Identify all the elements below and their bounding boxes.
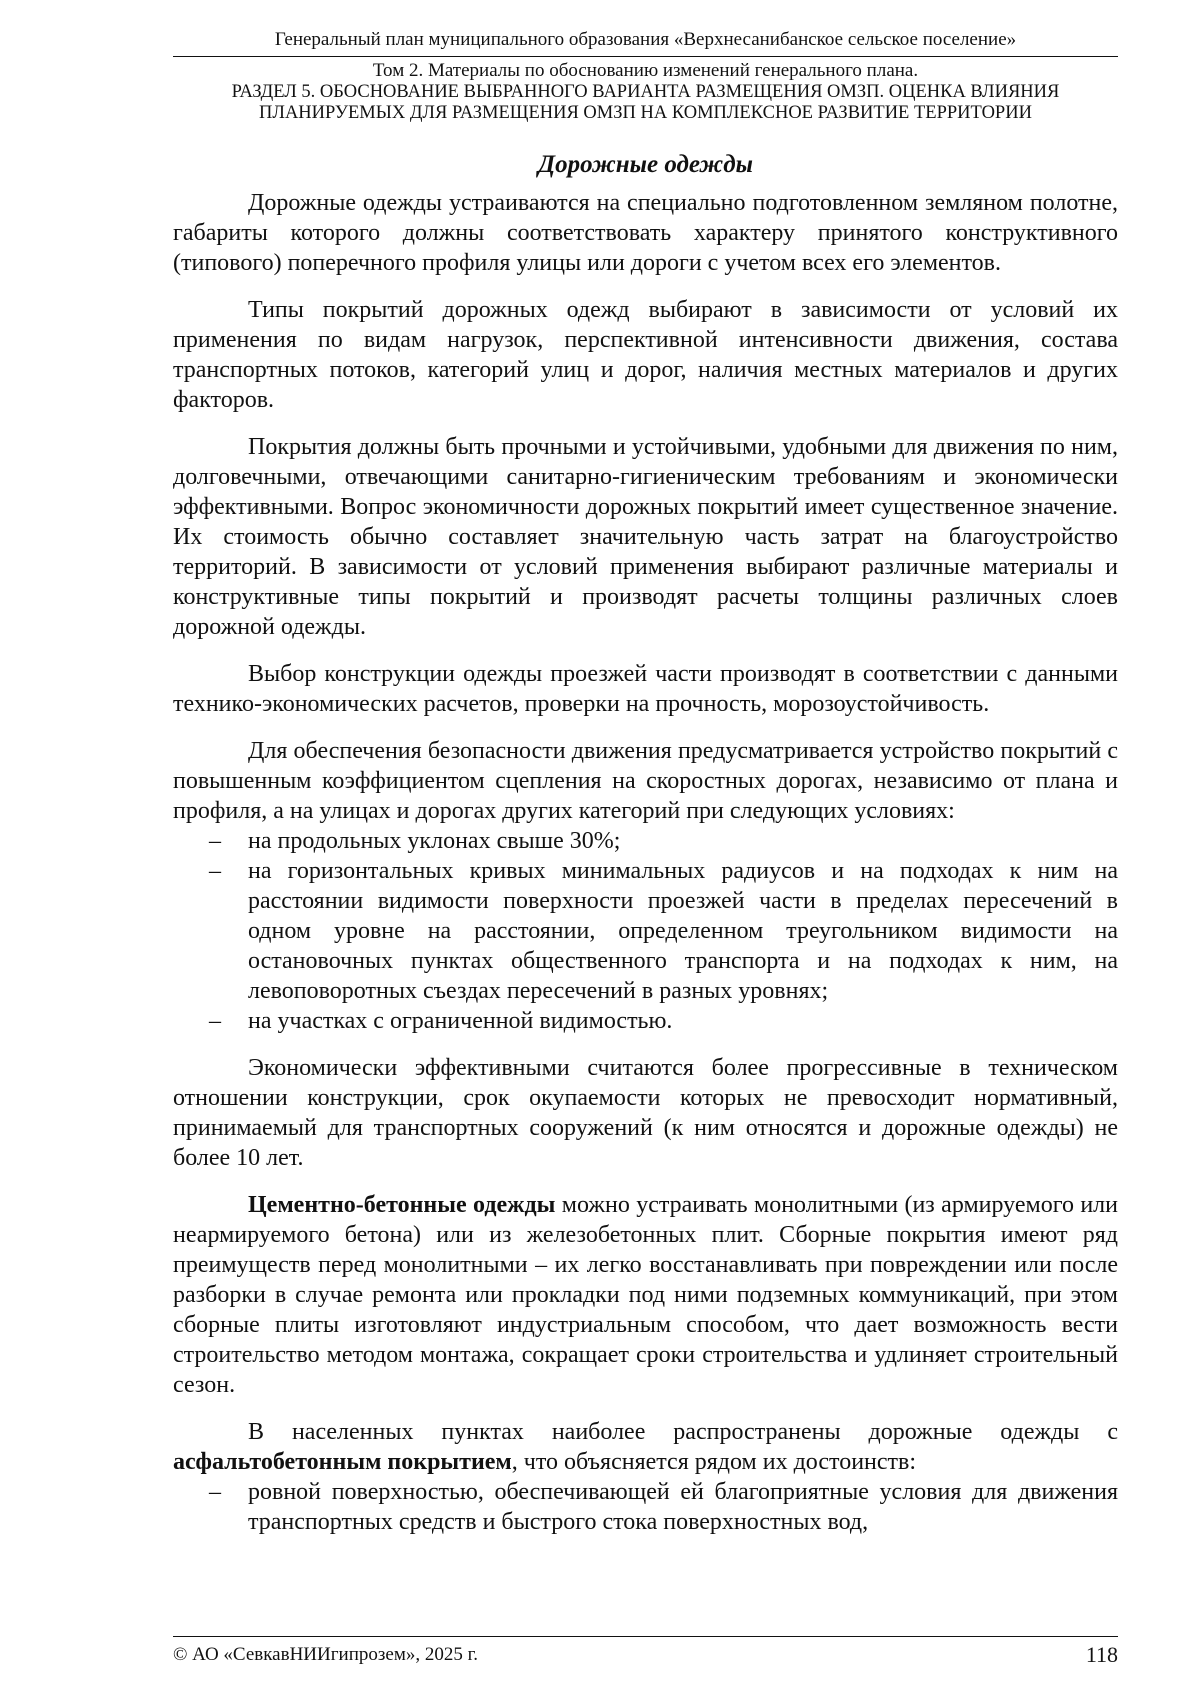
paragraph-1: Дорожные одежды устраиваются на специально подготовленном земляном полотне, габариты которого должны соответствовать характеру принятого конструктивного (типового) поперечного профиля улицы или дороги с учетом всех его элементов. [173,190,1118,276]
list-item: – ровной поверхностью, обеспечивающей ей благоприятные условия для движения транспортных средств и быстрого стока поверхностных вод, [209,1479,1118,1535]
header-plan-title: Генеральный план муниципального образования «Верхнесанибанское сельское поселение» [173,28,1118,57]
paragraph-3: Покрытия должны быть прочными и устойчивыми, удобными для движения по ним, долговечными, отвечающими санитарно-гигиеническим требованиям и экономически эффективными. Вопрос экономичности дорожных покрытий имеет существенное значение. Их стоимость обычно составляет значительную часть затрат на благоустройство территорий. В зависимости от условий применения выбирают различные материалы и конструктивные типы покрытий и производят расчеты толщины различных слоев дорожной одежды. [173,434,1118,640]
paragraph-6: Экономически эффективными считаются более прогрессивные в техническом отношении конструкции, срок окупаемости которых не превосходит нормативный, принимаемый для транспортных сооружений (к ним относятся и дорожные одежды) не более 10 лет. [173,1055,1118,1171]
advantages-list [173,1477,1118,1537]
conditions-list [173,826,1118,1036]
paragraph-4: Выбор конструкции одежды проезжей части производят в соответствии с данными технико-экономических расчетов, проверки на прочность, морозоустойчивость. [173,661,1118,717]
dash-bullet: – [209,1008,221,1034]
header-section-title-line1: РАЗДЕЛ 5. ОБОСНОВАНИЕ ВЫБРАННОГО ВАРИАНТА РАЗМЕЩЕНИЯ ОМЗП. ОЦЕНКА ВЛИЯНИЯ [231,82,1060,102]
paragraph-8: В населенных пунктах наиболее распространены дорожные одежды с асфальтобетонным покрытием, что объясняется рядом их достоинств: [173,1419,1118,1475]
document-page [173,0,1118,1697]
document-body [173,150,1118,1554]
dash-bullet: – [209,858,221,884]
paragraph-5: Для обеспечения безопасности движения предусматривается устройство покрытий с повышенным коэффициентом сцепления на скоростных дорогах, независимо от плана и профиля, а на улицах и дорогах других категорий при следующих условиях: [173,738,1118,824]
document-header [173,28,1118,124]
paragraph-7: Цементно-бетонные одежды можно устраивать монолитными (из армируемого или неармируемого бетона) или из железобетонных плит. Сборные покрытия имеют ряд преимуществ перед монолитными – их легко восстанавливать при повреждении или после разборки в случае ремонта или прокладки под ними подземных коммуникаций, при этом сборные плиты изготовляют индустриальным способом, что дает возможность вести строительство методом монтажа, сокращает сроки строительства и удлиняет строительный сезон. [173,1192,1119,1398]
document-footer [173,1636,1118,1667]
header-section-title-line2: ПЛАНИРУЕМЫХ ДЛЯ РАЗМЕЩЕНИЯ ОМЗП НА КОМПЛЕКСНОЕ РАЗВИТИЕ ТЕРРИТОРИИ [259,103,1032,123]
list-item: – на продольных уклонах свыше 30%; [209,828,621,854]
term-cement-concrete: Цементно-бетонные одежды [248,1192,556,1218]
list-item: – на горизонтальных кривых минимальных радиусов и на подходах к ним на расстоянии видимости поверхности проезжей части в пределах пересечений в одном уровне на расстоянии, определенном треугольником видимости на остановочных пунктах общественного транспорта и на подходах к ним, на левоповоротных съездах пересечений в разных уровнях; [209,858,1118,1004]
section-title: Дорожные одежды [538,151,753,178]
dash-bullet: – [209,1479,221,1505]
footer-copyright: © АО «СевкавНИИгипрозем», 2025 г. [173,1644,478,1665]
dash-bullet: – [209,828,221,854]
term-asphalt-concrete: асфальтобетонным покрытием [173,1449,512,1475]
list-item: – на участках с ограниченной видимостью. [209,1008,673,1034]
paragraph-2: Типы покрытий дорожных одежд выбирают в зависимости от условий их применения по видам нагрузок, перспективной интенсивности движения, состава транспортных потоков, категорий улиц и дорог, наличия местных материалов и других факторов. [173,297,1118,413]
page-number: 118 [1085,1642,1118,1667]
header-volume-title: Том 2. Материалы по обоснованию изменений генерального плана. [372,60,919,81]
